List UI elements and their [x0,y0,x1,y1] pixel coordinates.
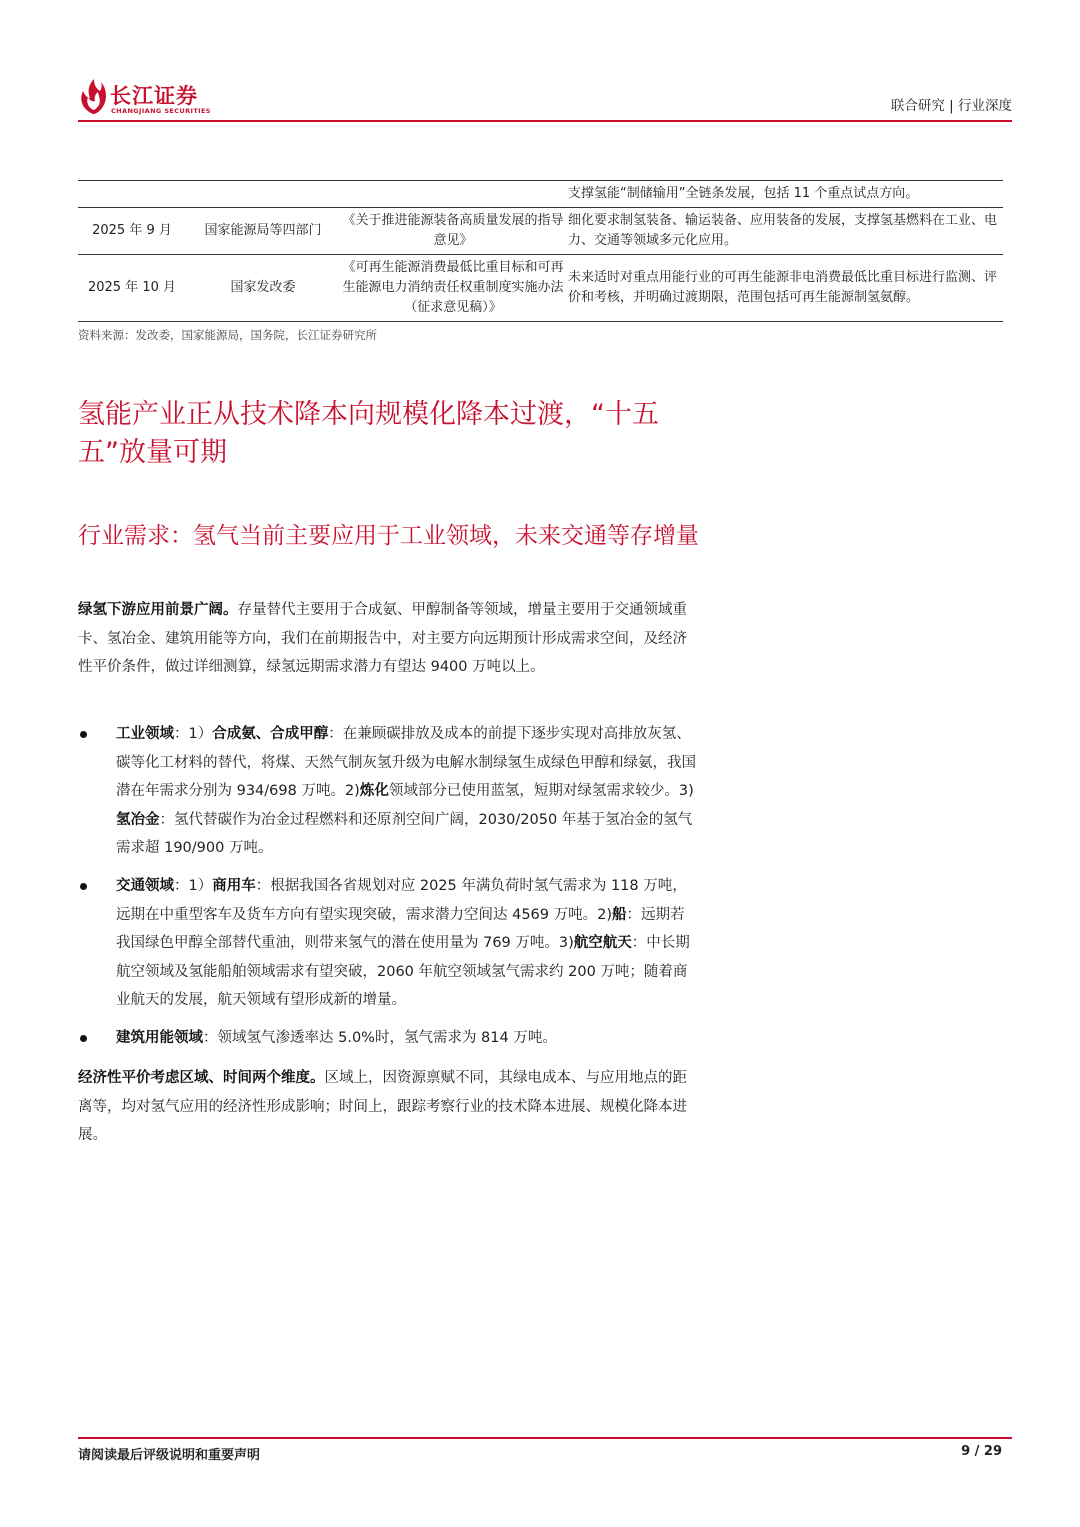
bullet-span: ：氢代替碳作为冶金过程燃料和还原剂空间广阔，2030/2050 年基于氢冶金的氢气需求超 190/900 万吨。 [116,811,693,856]
bullet-term: 氢冶金 [116,811,160,828]
body-paragraph [78,596,698,682]
paragraph-text: 区域上，因资源禀赋不同，其绿电成本、与应用地点的距离等，均对氢气应用的经济性形成影响；时间上，跟踪考察行业的技术降本进展、规模化降本进展。 [78,1070,687,1143]
bullet-lead: 交通领域 [116,878,174,894]
table-row [78,181,1003,208]
bullet-span: ：在兼顾碳排放及成本的前提下逐步实现对高排放灰氢、碳等化工材料的替代，将煤、天然气制灰氢升级为电解水制绿氢生成绿色甲醇和绿氨，我国潜在年需求分别为 934/698 万吨。2) [116,726,696,799]
bullet-lead: 工业领域 [116,726,174,742]
bullet-span: ：1） [174,878,213,894]
logo-subtext: CHANGJIANG SECURITIES [111,107,211,115]
logo-text: 长江证券 [110,84,198,108]
policy-table [78,180,1003,322]
bullet-dot-icon [80,1035,87,1042]
bullet-span: ：远期若我国绿色甲醇全部替代重油，则带来氢气的潜在使用量为 769 万吨。3) [116,906,685,951]
bullet-span: ：领域氢气渗透率达 5.0%时，氢气需求为 814 万吨。 [203,1030,557,1046]
bullet-text [116,1024,696,1053]
table-cell-desc: 未来适时对重点用能行业的可再生能源非电消费最低比重目标进行监测、评价和考核，并明确过渡期限，范围包括可再生能源制氢氨醇。 [566,255,1003,322]
logo-emblem-icon [78,76,108,116]
table-row [78,208,1003,255]
bullet-text [116,872,696,1015]
paragraph-lead: 绿氢下游应用前景广阔。 [78,602,238,618]
table-source-note: 资料来源：发改委，国家能源局，国务院，长江证券研究所 [78,328,377,342]
bullet-term: 合成氨、合成甲醇 [212,726,329,742]
table-cell [340,181,566,208]
bullet-span: ：1） [174,726,213,742]
paragraph-lead: 经济性平价考虑区域、时间两个维度。 [78,1070,325,1086]
page-number: 9 / 29 [961,1444,1002,1459]
paragraph-text: 存量替代主要用于合成氨、甲醇制备等领域，增量主要用于交通领域重卡、氢冶金、建筑用能等方向，我们在前期报告中，对主要方向远期预计形成需求空间，及经济性平价条件，做过详细测算，绿氢远期需求潜力有望达 9400 万吨以上。 [78,602,687,675]
table-cell-date: 2025 年 9 月 [78,208,186,255]
section-heading: 氢能产业正从技术降本向规模化降本过渡，“十五五”放量可期 [78,399,659,468]
footer-disclaimer: 请阅读最后评级说明和重要声明 [78,1448,261,1463]
bullet-term: 船 [612,906,627,923]
table-cell-date: 2025 年 10 月 [78,255,186,322]
bullet-text [116,720,696,863]
table-cell-doc: 《可再生能源消费最低比重目标和可再生能源电力消纳责任权重制度实施办法（征求意见稿）》 [340,255,566,322]
table-cell-org: 国家能源局等四部门 [186,208,340,255]
table-cell-desc: 细化要求制氢装备、输运装备、应用装备的发展，支撑氢基燃料在工业、电力、交通等领域多元化应用。 [566,208,1003,255]
table-cell [78,181,186,208]
bullet-term: 炼化 [359,783,389,799]
bullet-term: 商用车 [212,878,256,894]
bullet-lead: 建筑用能领域 [116,1030,203,1046]
table-cell [186,181,340,208]
header-divider [78,120,1012,122]
bullet-dot-icon [80,883,87,890]
company-logo [78,76,238,120]
bullet-term: 航空航天 [573,935,632,951]
table-cell-doc: 《关于推进能源装备高质量发展的指导意见》 [340,208,566,255]
report-category: 联合研究 | 行业深度 [890,98,1012,114]
bullet-span: 领域部分已使用蓝氢，短期对绿氢需求较少。3) [388,783,694,799]
table-cell-org: 国家发改委 [186,255,340,322]
body-paragraph [78,1064,698,1150]
bullet-span: ：中长期航空领域及氢能船舶领域需求有望突破，2060 年航空领域氢气需求约 200 万吨；随着商业航天的发展，航天领域有望形成新的增量。 [116,935,690,1008]
table-row [78,255,1003,322]
bullet-dot-icon [80,731,87,738]
bullet-span: ：根据我国各省规划对应 2025 年满负荷时氢气需求为 118 万吨，远期在中重型客车及货车方向有望实现突破，需求潜力空间达 4569 万吨。2) [116,878,687,923]
footer-divider [78,1437,1012,1439]
table-cell-desc: 支撑氢能“制储输用”全链条发展，包括 11 个重点试点方向。 [566,181,1003,208]
subsection-heading: 行业需求：氢气当前主要应用于工业领域，未来交通等存增量 [78,523,699,549]
page-header [78,72,1012,124]
